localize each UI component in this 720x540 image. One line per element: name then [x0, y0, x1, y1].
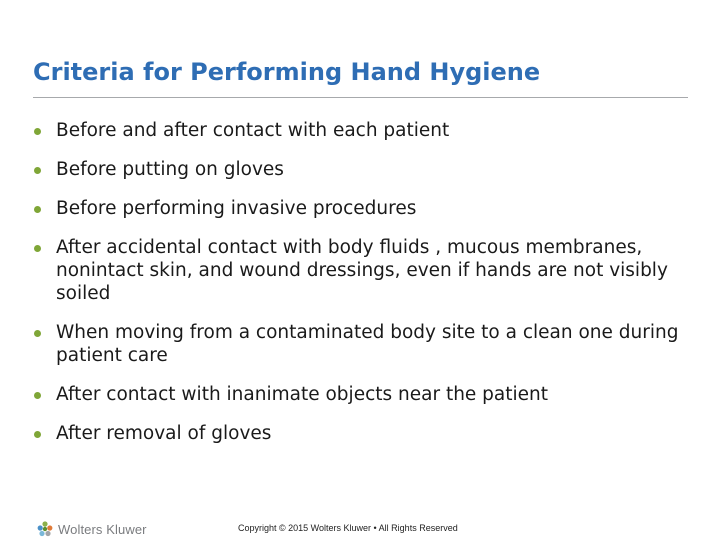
bullet-list: [33, 119, 705, 461]
bullet-text: Before putting on gloves: [56, 159, 284, 180]
bullet-icon: [34, 431, 41, 438]
list-item: [33, 321, 705, 367]
slide-title: Criteria for Performing Hand Hygiene: [33, 58, 541, 86]
bullet-icon: [34, 167, 41, 174]
bullet-icon: [34, 206, 41, 213]
logo-mark-icon: [36, 520, 54, 538]
list-item: [33, 422, 705, 445]
list-item: [33, 119, 705, 142]
bullet-text: When moving from a contaminated body site to a clean one during patient care: [56, 322, 679, 366]
list-item: [33, 158, 705, 181]
bullet-text: Before performing invasive procedures: [56, 198, 417, 219]
bullet-icon: [34, 128, 41, 135]
bullet-text: After accidental contact with body fluids , mucous membranes, nonintact skin, and wound dressings, even if hands are not visibly soiled: [56, 237, 668, 304]
list-item: [33, 236, 705, 305]
list-item: [33, 197, 705, 220]
title-divider: [33, 97, 688, 98]
list-item: [33, 383, 705, 406]
bullet-icon: [34, 330, 41, 337]
logo-text: Wolters Kluwer: [58, 521, 147, 537]
bullet-text: After contact with inanimate objects near the patient: [56, 384, 549, 405]
bullet-icon: [34, 392, 41, 399]
bullet-icon: [34, 245, 41, 252]
bullet-text: After removal of gloves: [56, 423, 272, 444]
company-logo: [36, 519, 147, 539]
copyright-text: Copyright © 2015 Wolters Kluwer • All Rights Reserved: [238, 523, 458, 533]
bullet-text: Before and after contact with each patient: [56, 120, 450, 141]
